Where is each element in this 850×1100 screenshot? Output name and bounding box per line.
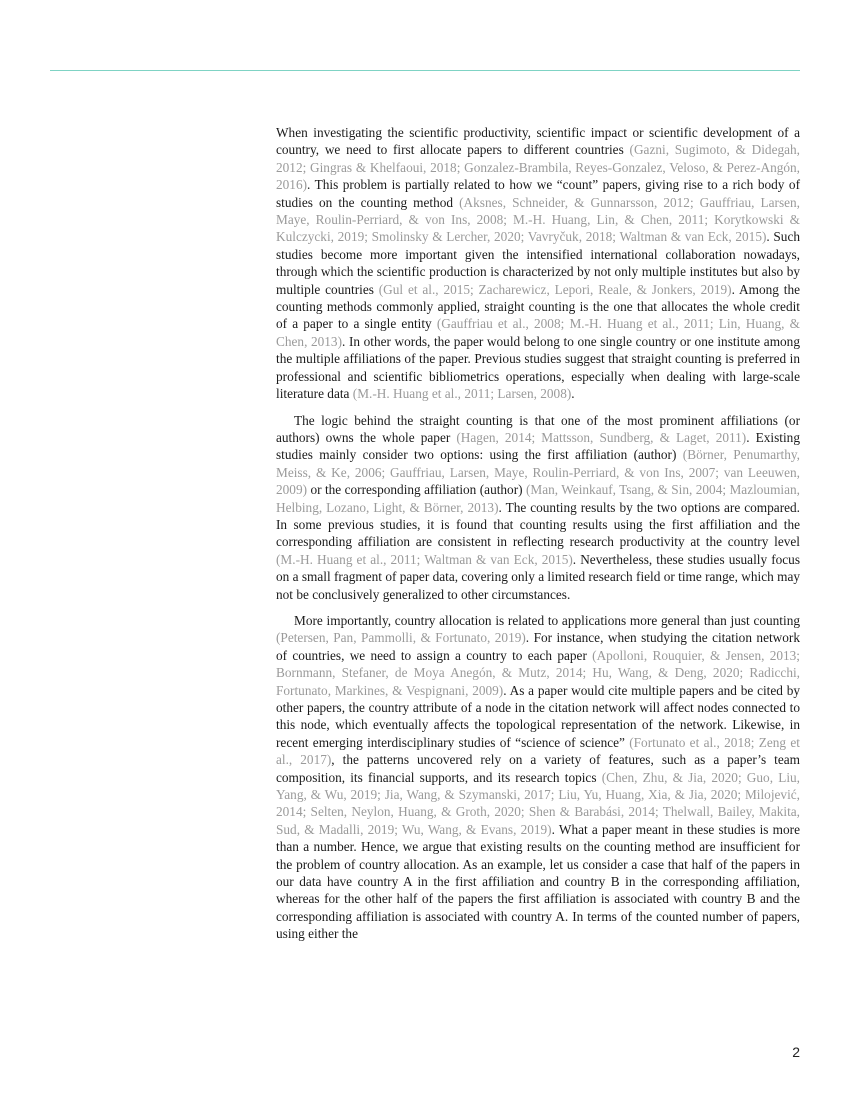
paragraph-3 — [276, 612, 800, 943]
citation: (M.-H. Huang et al., 2011; Waltman & van Eck, 2015) — [276, 551, 573, 567]
text-run: . What a paper meant in these studies is more than a number. Hence, we argue that existing results on the counting method are insufficient for the problem of country allocation. As an example, let us consider a case that half of the papers in our data have country A in the first affiliation and country B in the corresponding affiliation, whereas for the other half of the papers the first affiliation is associated with country B and the corresponding affiliation is associated with country A. In terms of the counted number of papers, using either the — [276, 821, 800, 942]
text-run: . In other words, the paper would belong to one single country or one institute among the multiple affiliations of the paper. Previous studies suggest that straight counting is preferred in professional and scientific bibliometrics operations, especially when dealing with large-scale literature data — [276, 333, 800, 402]
text-run: . As a paper would cite multiple papers and be cited by other papers, the country attribute of a node in the citation network will affect nodes connected to this node, which eventually affects the topological representation of the network. Likewise, in recent emerging interdisciplinary studies of “science of science” — [276, 682, 800, 750]
paragraph-1 — [276, 124, 800, 403]
text-run: . This problem is partially related to how we “count” papers, giving rise to a rich body of studies on the counting method — [276, 177, 800, 210]
text-run: , the patterns uncovered rely on a variety of features, such as a paper’s team composition, its financial supports, and its research topics — [276, 752, 800, 785]
text-run: . The counting results by the two options are compared. In some previous studies, it is found that counting results using the first affiliation and the corresponding affiliation are consistent in reflecting research productivity at the country level — [276, 499, 800, 550]
citation: (Gazni, Sugimoto, & Didegah, 2012; Gingras & Khelfaoui, 2018; Gonzalez-Brambila, Reyes-Gonzalez, Veloso, & Perez-Angón, 2016) — [276, 142, 800, 193]
citation: (Gauffriau et al., 2008; M.-H. Huang et al., 2011; Lin, Huang, & Chen, 2013) — [276, 316, 800, 349]
text-run: or the corresponding affiliation (author) — [307, 482, 526, 498]
citation: (Börner, Penumarthy, Meiss, & Ke, 2006; Gauffriau, Larsen, Maye, Roulin-Perriard, & von Ins, 2007; van Leeuwen, 2009) — [276, 447, 800, 498]
citation: (Gul et al., 2015; Zacharewicz, Lepori, Reale, & Jonkers, 2019) — [378, 281, 732, 297]
text-run: . — [571, 386, 575, 402]
paragraph-2 — [276, 412, 800, 603]
text-run: When investigating the scientific productivity, scientific impact or scientific development of a country, we need to first allocate papers to different countries — [276, 125, 800, 158]
citation: (Apolloni, Rouquier, & Jensen, 2013; Bornmann, Stefaner, de Moya Anegón, & Mutz, 2014; Hu, Wang, & Deng, 2020; Radicchi, Fortunato, Markines, & Vespignani, 2009) — [276, 647, 800, 698]
body-text — [276, 124, 800, 952]
text-run: . Among the counting methods commonly applied, straight counting is the one that allocates the whole credit of a paper to a single entity — [276, 281, 801, 332]
text-run: More importantly, country allocation is related to applications more general than just counting — [294, 612, 800, 628]
text-run: . Existing studies mainly consider two options: using the first affiliation (author) — [276, 429, 800, 463]
citation: (M.-H. Huang et al., 2011; Larsen, 2008) — [352, 386, 572, 402]
text-run: . Such studies become more important given the intensified international collaboration nowadays, through which the scientific production is characterized by not only multiple institutes but also by multiple countries — [276, 229, 801, 297]
citation: (Aksnes, Schneider, & Gunnarsson, 2012; Gauffriau, Larsen, Maye, Roulin-Perriard, & von Ins, 2008; M.-H. Huang, Lin, & Chen, 2011; Korytkowski & Kulczycki, 2019; Smolinsky & Lercher, 2020; Vavryčuk, 2018; Waltman & van Eck, 2015) — [276, 194, 800, 245]
text-run: . Nevertheless, these studies usually focus on a small fragment of paper data, covering only a limited research field or time range, which may not be conclusively generalized to other circumstances. — [276, 551, 800, 602]
citation: (Hagen, 2014; Mattsson, Sundberg, & Laget, 2011) — [456, 429, 747, 445]
citation: (Petersen, Pan, Pammolli, & Fortunato, 2019) — [276, 630, 526, 646]
citation: (Fortunato et al., 2018; Zeng et al., 2017) — [276, 734, 800, 768]
page-number: 2 — [792, 1044, 800, 1060]
text-run: The logic behind the straight counting is that one of the most prominent affiliations (or authors) owns the whole paper — [276, 412, 800, 445]
citation: (Chen, Zhu, & Jia, 2020; Guo, Liu, Yang, & Wu, 2019; Jia, Wang, & Szymanski, 2017; Liu, Yu, Huang, Xia, & Jia, 2020; Milojević, 2014; Selten, Neylon, Huang, & Groth, 2020; Shen & Barabási, 2014; Thelwall, Bailey, Makita, Sud, & Madalli, 2019; Wu, Wang, & Evans, 2019) — [276, 769, 800, 837]
header-rule — [50, 70, 800, 71]
citation: (Man, Weinkauf, Tsang, & Sin, 2004; Mazloumian, Helbing, Lozano, Light, & Börner, 2013) — [276, 482, 800, 515]
text-run: . For instance, when studying the citation network of countries, we need to assign a country to each paper — [276, 630, 800, 663]
